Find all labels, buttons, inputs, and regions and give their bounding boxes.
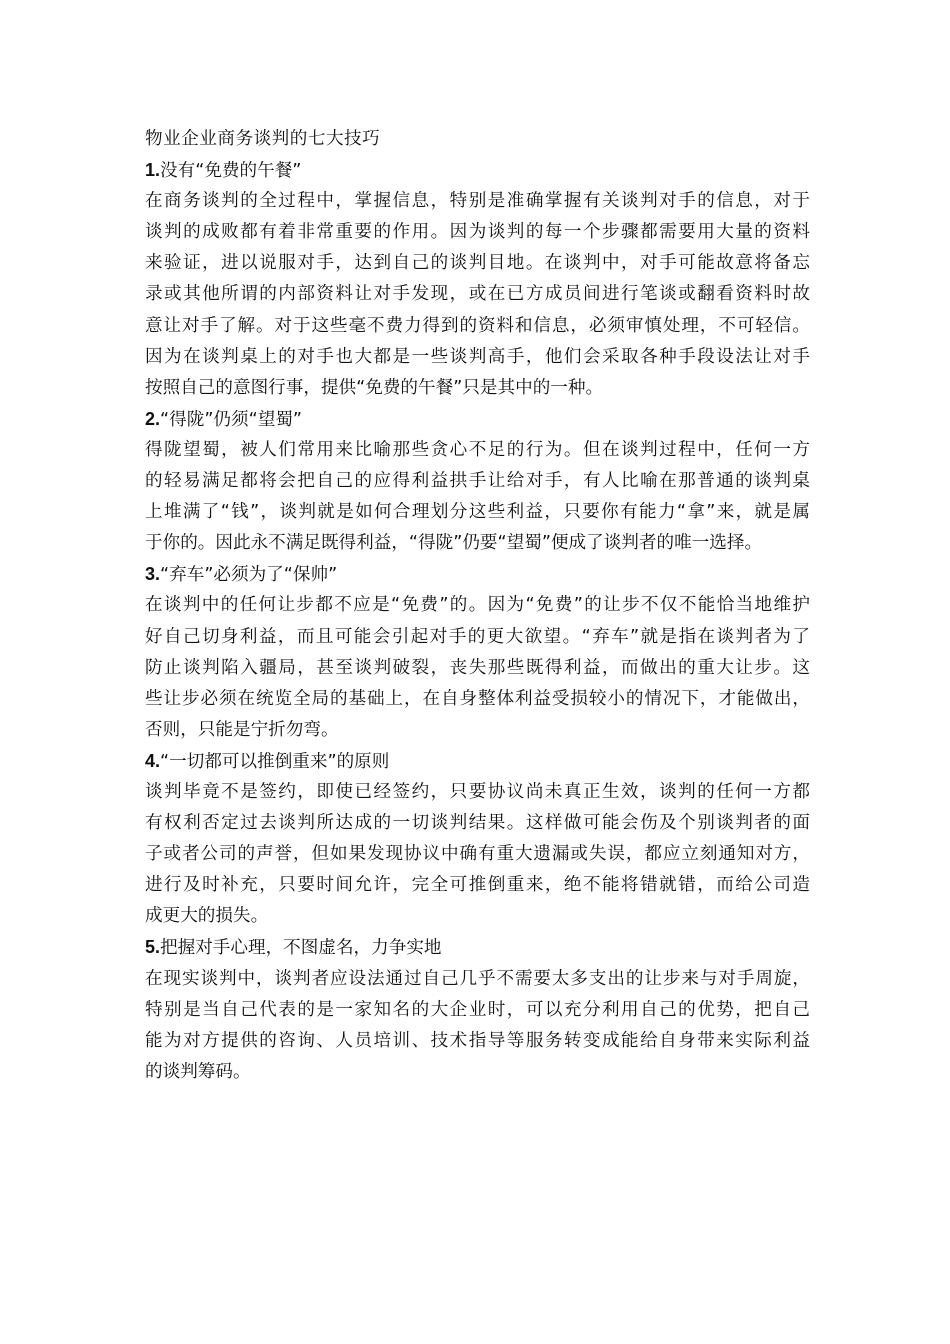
paragraph-line: 在谈判中的任何让步都不应是“免费”的。因为“免费”的让步不仅不能恰当地维护 xyxy=(145,595,810,616)
paragraph-line: 在现实谈判中，谈判者应设法通过自己几乎不需要太多支出的让步来与对手周旋， xyxy=(145,968,810,989)
section-heading-text: 把握对手心理，不图虚名，力争实地 xyxy=(160,938,442,959)
paragraph-line: 来验证，进以说服对手，达到自己的谈判目地。在谈判中，对手可能故意将备忘 xyxy=(145,253,810,274)
paragraph-line: 在商务谈判的全过程中，掌握信息，特别是准确掌握有关谈判对手的信息，对于 xyxy=(145,191,810,212)
section-heading xyxy=(145,155,810,186)
paragraph-line: 因为在谈判桌上的对手也大都是一些谈判高手，他们会采取各种手段设法让对手 xyxy=(145,346,810,367)
paragraph-line: 进行及时补充，只要时间允许，完全可推倒重来，绝不能将错就错，而给公司造 xyxy=(145,875,810,896)
section-number: 1. xyxy=(145,160,161,181)
paragraph-line: 按照自己的意图行事，提供“免费的午餐”只是其中的一种。 xyxy=(145,377,604,398)
paragraph-line: 好自己切身利益，而且可能会引起对手的更大欲望。“弃车”就是指在谈判者为了 xyxy=(145,626,810,647)
paragraph-line: 的轻易满足都将会把自己的应得利益拱手让给对手，有人比喻在那普通的谈判桌 xyxy=(145,471,810,492)
section-number: 2. xyxy=(145,408,161,429)
section-heading xyxy=(145,746,810,777)
paragraph-line: 能为对方提供的咨询、人员培训、技术指导等服务转变成能给自身带来实际利益 xyxy=(145,1030,810,1051)
paragraph-line: 于你的。因此永不满足既得利益，“得陇”仍要“望蜀”便成了谈判者的唯一选择。 xyxy=(145,533,763,554)
section-heading-text: 没有“免费的午餐” xyxy=(160,161,302,182)
paragraph-line: 谈判毕竟不是签约，即使已经签约，只要协议尚未真正生效，谈判的任何一方都 xyxy=(145,781,810,802)
section-heading-text: “得陇”仍须“望蜀” xyxy=(160,409,303,430)
section-heading xyxy=(145,559,810,590)
paragraph-line: 防止谈判陷入疆局，甚至谈判破裂，丧失那些既得利益，而做出的重大让步。这 xyxy=(145,657,810,678)
paragraph-line: 录或其他所谓的内部资料让对手发现，或在已方成员间进行笔谈或翻看资料时故 xyxy=(145,284,810,305)
paragraph-line: 意让对手了解。对于这些毫不费力得到的资料和信息，必须审慎处理，不可轻信。 xyxy=(145,315,810,336)
paragraph-line: 子或者公司的声誉，但如果发现协议中确有重大遗漏或失误，都应立刻通知对方， xyxy=(145,844,810,865)
paragraph-line: 的谈判筹码。 xyxy=(145,1061,251,1082)
paragraph-line: 成更大的损失。 xyxy=(145,906,269,927)
paragraph-line: 上堆满了“钱”，谈判就是如何合理划分这些利益，只要你有能力“拿”来，就是属 xyxy=(145,502,810,523)
document-title: 物业企业商务谈判的七大技巧 xyxy=(145,129,381,149)
paragraph-line: 否则，只能是宁折勿弯。 xyxy=(145,719,339,740)
section-number: 4. xyxy=(145,750,161,771)
section-number: 5. xyxy=(145,937,161,958)
section-heading xyxy=(145,404,810,435)
section-number: 3. xyxy=(145,564,161,585)
section-heading-text: “弃车”必须为了“保帅” xyxy=(160,565,338,586)
document-body xyxy=(145,124,810,1088)
paragraph-line: 些让步必须在统览全局的基础上，在自身整体利益受损较小的情况下，才能做出， xyxy=(145,688,810,709)
paragraph-line: 谈判的成败都有着非常重要的作用。因为谈判的每一个步骤都需要用大量的资料 xyxy=(145,222,810,243)
paragraph-line: 得陇望蜀，被人们常用来比喻那些贪心不足的行为。但在谈判过程中，任何一方 xyxy=(145,439,810,460)
paragraph-line: 有权利否定过去谈判所达成的一切谈判结果。这样做可能会伤及个别谈判者的面 xyxy=(145,813,810,834)
section-heading-text: “一切都可以推倒重来”的原则 xyxy=(160,751,390,772)
section-heading xyxy=(145,932,810,963)
paragraph-line: 特别是当自己代表的是一家知名的大企业时，可以充分利用自己的优势，把自己 xyxy=(145,999,810,1020)
